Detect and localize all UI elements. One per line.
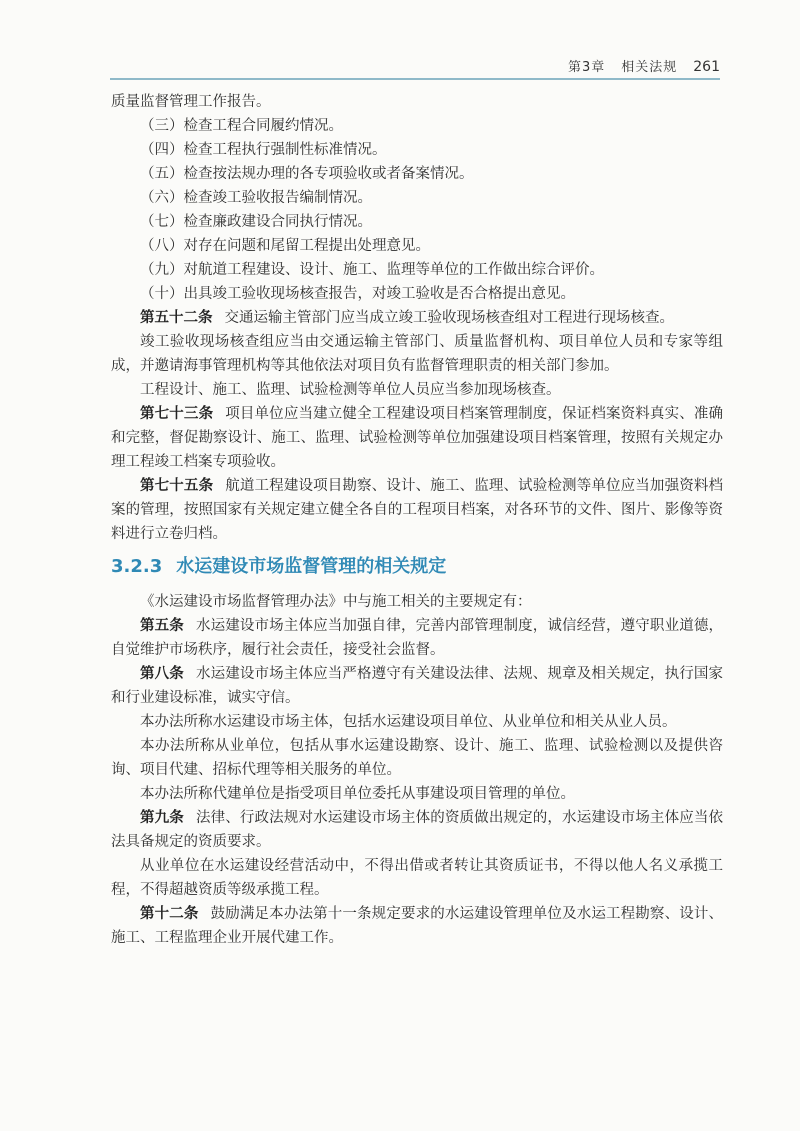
article-text: 项目单位应当建立健全工程建设项目档案管理制度，保证档案资料真实、准确和完整，督促勘察设计、施工、监理、试验检测等单位加强建设项目档案管理，按照有关规定办理工程竣工档案专项验收。 [111, 406, 724, 470]
paragraph: 质量监督管理工作报告。 [111, 94, 271, 110]
list-item: （九）对航道工程建设、设计、施工、监理等单位的工作做出综合评价。 [140, 262, 604, 278]
article-12 [111, 902, 723, 950]
section-title: 水运建设市场监督管理的相关规定 [176, 556, 447, 577]
article-label: 第五条 [140, 618, 184, 634]
running-header [568, 56, 720, 75]
list-item: （六）检查竣工验收报告编制情况。 [140, 190, 372, 206]
section-number: 3.2.3 [111, 556, 163, 577]
article-label: 第七十五条 [140, 478, 214, 494]
page-header [0, 48, 800, 78]
article-label: 第十二条 [140, 906, 199, 922]
article-52 [111, 306, 723, 330]
section-heading [111, 554, 723, 580]
paragraph: 《水运建设市场监督管理办法》中与施工相关的主要规定有： [140, 594, 532, 610]
list-item: （八）对存在问题和尾留工程提出处理意见。 [140, 238, 430, 254]
header-rule [110, 78, 720, 80]
page-number: 261 [693, 59, 720, 75]
paragraph: 本办法所称从业单位，包括从事水运建设勘察、设计、施工、监理、试验检测以及提供咨询、项目代建、招标代理等相关服务的单位。 [111, 738, 723, 778]
list-item: （七）检查廉政建设合同执行情况。 [140, 214, 372, 230]
list-item: （五）检查按法规办理的各专项验收或者备案情况。 [140, 166, 474, 182]
article-label: 第九条 [140, 810, 184, 826]
article-text: 水运建设市场主体应当严格遵守有关建设法律、法规、规章及相关规定，执行国家和行业建设标准，诚实守信。 [111, 666, 723, 706]
article-label: 第五十二条 [140, 310, 213, 326]
article-text: 法律、行政法规对水运建设市场主体的资质做出规定的，水运建设市场主体应当依法具备规定的资质要求。 [111, 810, 723, 850]
article-text: 鼓励满足本办法第十一条规定要求的水运建设管理单位及水运工程勘察、设计、施工、工程监理企业开展代建工作。 [111, 906, 724, 946]
article-75 [111, 474, 723, 546]
list-item: （十）出具竣工验收现场核查报告，对竣工验收是否合格提出意见。 [140, 286, 575, 302]
article-text: 水运建设市场主体应当加强自律，完善内部管理制度，诚信经营，遵守职业道德，自觉维护市场秩序，履行社会责任，接受社会监督。 [111, 618, 723, 658]
article-text: 交通运输主管部门应当成立竣工验收现场核查组对工程进行现场核查。 [224, 310, 674, 326]
chapter-title: 相关法规 [621, 60, 678, 75]
paragraph: 工程设计、施工、监理、试验检测等单位人员应当参加现场核查。 [140, 382, 561, 398]
paragraph: 本办法所称代建单位是指受项目单位委托从事建设项目管理的单位。 [140, 786, 575, 802]
paragraph: 竣工验收现场核查组应当由交通运输主管部门、质量监督机构、项目单位人员和专家等组成，并邀请海事管理机构等其他依法对项目负有监督管理职责的相关部门参加。 [111, 334, 723, 374]
paragraph: 本办法所称水运建设市场主体，包括水运建设项目单位、从业单位和相关从业人员。 [140, 714, 677, 730]
article-5 [111, 614, 723, 662]
article-73 [111, 402, 723, 474]
article-8 [111, 662, 723, 710]
page-body [111, 90, 723, 950]
list-item: （四）检查工程执行强制性标准情况。 [140, 142, 387, 158]
article-label: 第七十三条 [140, 406, 214, 422]
list-item: （三）检查工程合同履约情况。 [140, 118, 343, 134]
paragraph: 从业单位在水运建设经营活动中，不得出借或者转让其资质证书，不得以他人名义承揽工程，不得超越资质等级承揽工程。 [111, 858, 723, 898]
article-label: 第八条 [140, 666, 184, 682]
article-9 [111, 806, 723, 854]
article-text: 航道工程建设项目勘察、设计、施工、监理、试验检测等单位应当加强资料档案的管理，按照国家有关规定建立健全各自的工程项目档案，对各环节的文件、图片、影像等资料进行立卷归档。 [111, 478, 724, 542]
chapter-label: 第3章 [567, 60, 606, 75]
